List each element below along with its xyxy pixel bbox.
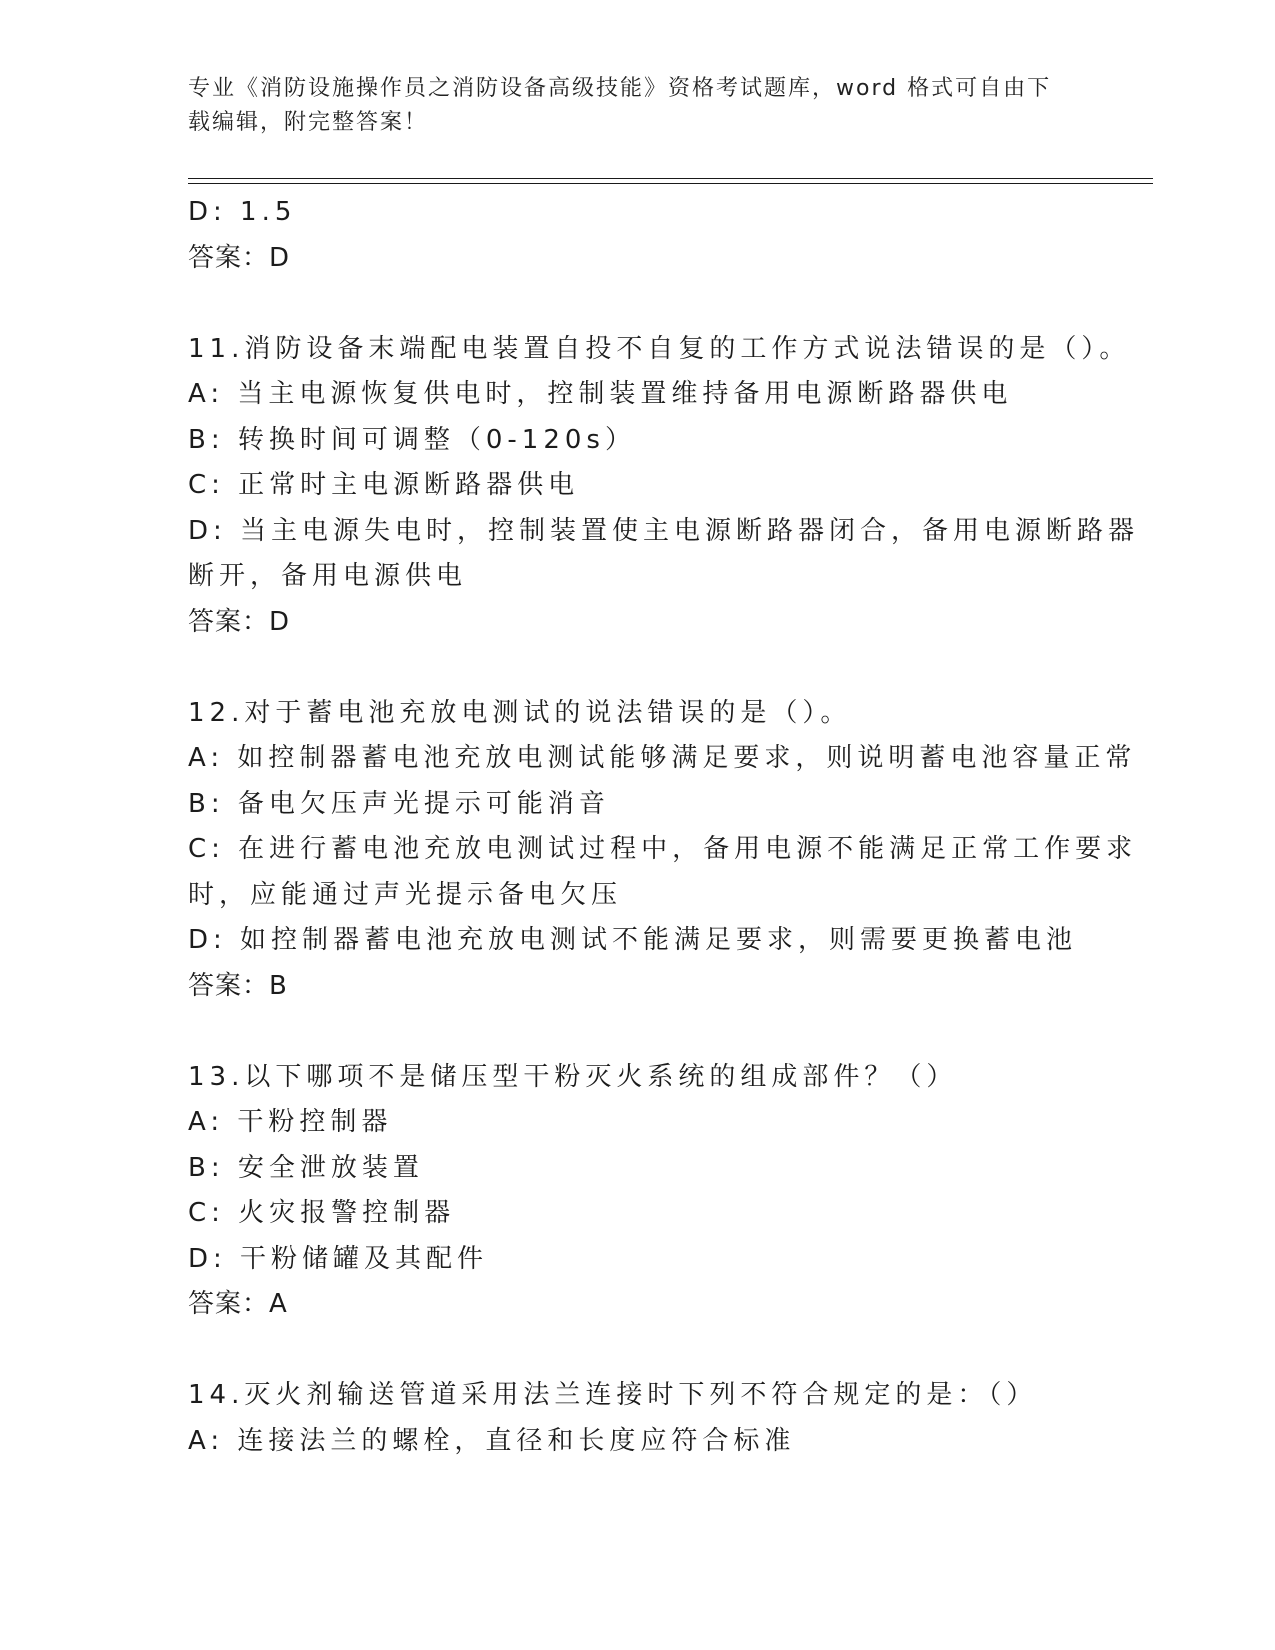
document-header	[188, 72, 1088, 140]
document-body	[188, 190, 1140, 1464]
question-stem: 12.对于蓄电池充放电测试的说法错误的是（）。	[188, 697, 852, 728]
option-a: A: 如控制器蓄电池充放电测试能够满足要求，则说明蓄电池容量正常	[188, 743, 1137, 773]
question-stem: 14.灭火剂输送管道采用法兰连接时下列不符合规定的是：（）	[188, 1380, 1038, 1410]
option-b: B: 安全泄放装置	[188, 1152, 424, 1183]
option-a: A: 干粉控制器	[188, 1107, 393, 1137]
option-c: C: 火灾报警控制器	[188, 1198, 456, 1228]
spacer	[188, 1009, 1088, 1055]
question-11	[188, 327, 1140, 646]
option-a: A: 连接法兰的螺栓，直径和长度应符合标准	[188, 1425, 796, 1456]
header-line-1: 专业《消防设施操作员之消防设备高级技能》资格考试题库，word 格式可自由下	[188, 76, 1052, 101]
option-c: C: 正常时主电源断路器供电	[188, 470, 580, 500]
header-rule-bottom	[188, 183, 1153, 184]
option-d-line-1: D: 当主电源失电时，控制装置使主电源断路器闭合，备用电源断路器	[188, 515, 1140, 546]
question-stem: 11.消防设备末端配电装置自投不自复的工作方式说法错误的是（）。	[188, 333, 1131, 364]
question-12	[188, 691, 1138, 1010]
option-d: D: 干粉储罐及其配件	[188, 1243, 489, 1274]
option-b: B: 备电欠压声光提示可能消音	[188, 788, 610, 819]
spacer	[188, 1328, 1088, 1374]
spacer	[188, 281, 1088, 327]
header-line-2: 载编辑，附完整答案！	[188, 110, 429, 135]
option-d: D: 如控制器蓄电池充放电测试不能满足要求，则需要更换蓄电池	[188, 925, 1078, 955]
option-c-line-2: 时，应能通过声光提示备电欠压	[188, 879, 623, 910]
answer: 答案：A	[188, 1289, 288, 1319]
header-rule-top	[188, 178, 1153, 179]
question-stem: 13.以下哪项不是储压型干粉灭火系统的组成部件？（）	[188, 1061, 958, 1092]
spacer	[188, 645, 1088, 691]
answer: 答案：B	[188, 970, 288, 1001]
question-13	[188, 1055, 1088, 1328]
answer: 答案：D	[188, 606, 291, 637]
option-b: B: 转换时间可调整（0-120s）	[188, 424, 636, 455]
prev-option-d: D: 1.5	[188, 197, 297, 227]
option-d-line-2: 断开，备用电源供电	[188, 561, 468, 591]
option-c-line-1: C: 在进行蓄电池充放电测试过程中，备用电源不能满足正常工作要求	[188, 834, 1138, 864]
option-a: A: 当主电源恢复供电时，控制装置维持备用电源断路器供电	[188, 379, 1013, 409]
question-14	[188, 1373, 1088, 1464]
prev-answer: 答案：D	[188, 242, 291, 273]
